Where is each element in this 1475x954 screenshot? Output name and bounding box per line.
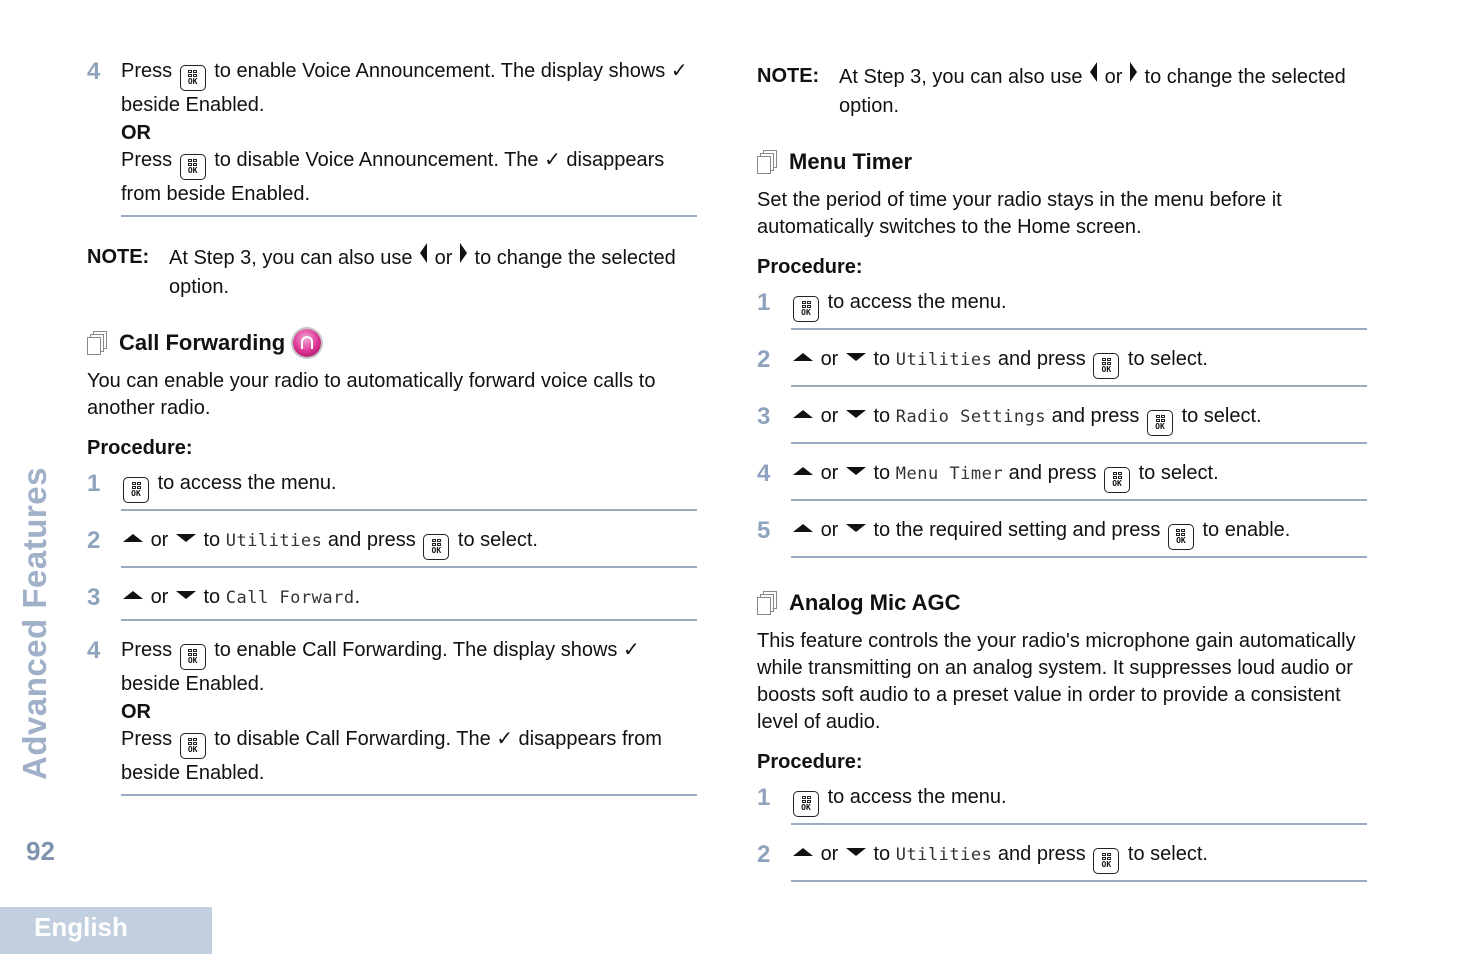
- step-text: to: [203, 586, 221, 608]
- menu-ok-key-icon: [180, 65, 206, 91]
- step-body: [121, 56, 697, 217]
- menu-ok-key-icon: [793, 296, 819, 322]
- step-body: [791, 515, 1367, 558]
- step-text: to access the menu.: [827, 786, 1007, 808]
- menu-timer-step-3: [757, 401, 1367, 458]
- menu-ok-key-icon: [123, 477, 149, 503]
- step-text: to disable Call Forwarding. The ✓ disappears from beside Enabled.: [121, 728, 662, 784]
- step-text: to select.: [1127, 348, 1208, 370]
- or-separator: OR: [121, 701, 151, 723]
- right-arrow-key-icon: [1130, 62, 1137, 82]
- step-number: 1: [87, 470, 101, 497]
- step-text: to access the menu.: [157, 472, 337, 494]
- step-text: or: [820, 405, 839, 427]
- step-number: 3: [757, 403, 771, 430]
- call-forwarding-step-1: [87, 468, 697, 525]
- page-number: 92: [26, 836, 55, 866]
- step-text: to disable Voice Announcement. The ✓ disappears from beside Enabled.: [121, 149, 665, 205]
- step-body: [121, 468, 697, 511]
- call-forwarding-step-3: [87, 582, 697, 635]
- section-title-text: Analog Mic AGC: [789, 590, 961, 615]
- step-text: to select.: [1138, 462, 1219, 484]
- step-number: 2: [87, 527, 101, 554]
- step-text: to: [873, 843, 891, 865]
- step-body: [791, 287, 1367, 330]
- step-text: Press: [121, 149, 173, 171]
- procedure-label: Procedure:: [757, 256, 863, 278]
- ok-key-label: OK: [801, 803, 811, 812]
- ok-key-label: OK: [1176, 536, 1186, 545]
- step-number: 2: [757, 841, 771, 868]
- step-number: 4: [757, 460, 771, 487]
- menu-item-name: Radio Settings: [895, 407, 1047, 427]
- step-text: or: [820, 843, 839, 865]
- dmr-feature-icon: [293, 329, 321, 357]
- note: [757, 62, 1367, 121]
- menu-ok-key-icon: [793, 791, 819, 817]
- menu-timer-step-5: [757, 515, 1367, 588]
- up-arrow-key-icon: [123, 591, 143, 599]
- step-body: [791, 401, 1367, 444]
- section-title-call-forwarding: [87, 328, 697, 358]
- step-body: [791, 782, 1367, 825]
- step-text: to enable Voice Announcement. The display shows ✓ beside Enabled.: [121, 60, 688, 116]
- down-arrow-key-icon: [176, 591, 196, 599]
- step-text: or: [820, 462, 839, 484]
- ok-key-label: OK: [1155, 422, 1165, 431]
- down-arrow-key-icon: [176, 534, 196, 542]
- step-number: 4: [87, 58, 101, 85]
- step-text: to the required setting and press: [873, 519, 1161, 541]
- note-label: NOTE:: [87, 246, 150, 268]
- section-description: This feature controls the your radio's microphone gain automatically while transmitting on an analog system. It suppresses loud audio or boosts soft audio to a preset value in order to provide a consistent level of audio.: [757, 630, 1356, 733]
- note-text: or: [1104, 66, 1123, 88]
- menu-item-name: Utilities: [225, 531, 323, 551]
- note-text: At Step 3, you can also use: [169, 247, 413, 269]
- step-text: Press: [121, 60, 173, 82]
- note-text: At Step 3, you can also use: [839, 66, 1083, 88]
- up-arrow-key-icon: [123, 534, 143, 542]
- step-text: or: [820, 519, 839, 541]
- left-arrow-key-icon: [1090, 62, 1097, 82]
- ok-key-label: OK: [1101, 365, 1112, 374]
- step-text: to select.: [457, 529, 538, 551]
- note-text: or: [434, 247, 453, 269]
- step-body: [791, 839, 1367, 882]
- step-text: and press: [997, 843, 1086, 865]
- ok-key-label: OK: [187, 745, 198, 754]
- down-arrow-key-icon: [846, 524, 866, 532]
- ok-key-label: OK: [187, 656, 198, 665]
- down-arrow-key-icon: [846, 467, 866, 475]
- right-arrow-key-icon: [460, 243, 467, 263]
- procedure-label: Procedure:: [87, 437, 193, 459]
- section-title-analog-mic-agc: [757, 588, 1367, 618]
- document-icon: [87, 331, 109, 355]
- document-icon: [757, 150, 779, 174]
- note-body: [169, 243, 697, 302]
- menu-ok-key-icon: [1093, 353, 1119, 379]
- note-text: to change the selected option.: [169, 247, 676, 298]
- left-arrow-key-icon: [420, 243, 427, 263]
- step-text: to: [873, 462, 891, 484]
- menu-timer-step-1: [757, 287, 1367, 344]
- or-separator: OR: [121, 122, 151, 144]
- step-body: [791, 344, 1367, 387]
- step-text: or: [150, 586, 169, 608]
- up-arrow-key-icon: [793, 353, 813, 361]
- section-title-text: Menu Timer: [789, 149, 913, 174]
- menu-item-name: Menu Timer: [895, 464, 1004, 484]
- step-number: 4: [87, 637, 101, 664]
- step-text: .: [354, 586, 361, 608]
- left-column: [87, 56, 697, 812]
- menu-ok-key-icon: [1147, 410, 1173, 436]
- section-description: You can enable your radio to automatically forward voice calls to another radio.: [87, 370, 656, 419]
- menu-item-name: Utilities: [895, 350, 993, 370]
- section-title-menu-timer: [757, 147, 1367, 177]
- step-text: to access the menu.: [827, 291, 1007, 313]
- section-description: Set the period of time your radio stays in the menu before it automatically switches to the Home screen.: [757, 189, 1282, 238]
- menu-timer-step-4: [757, 458, 1367, 515]
- note-text: to change the selected option.: [839, 66, 1346, 117]
- note-label: NOTE:: [757, 65, 820, 87]
- voice-announcement-step-4: [87, 56, 697, 233]
- menu-ok-key-icon: [1093, 848, 1119, 874]
- step-body: [791, 458, 1367, 501]
- step-text: and press: [1051, 405, 1140, 427]
- up-arrow-key-icon: [793, 410, 813, 418]
- menu-ok-key-icon: [180, 644, 206, 670]
- step-text: and press: [327, 529, 416, 551]
- procedure-label: Procedure:: [757, 751, 863, 773]
- step-text: Press: [121, 639, 173, 661]
- analog-mic-step-1: [757, 782, 1367, 839]
- step-number: 1: [757, 784, 771, 811]
- ok-key-label: OK: [187, 77, 198, 86]
- up-arrow-key-icon: [793, 467, 813, 475]
- note-body: [839, 62, 1367, 121]
- ok-key-label: OK: [1101, 860, 1112, 869]
- step-text: to select.: [1127, 843, 1208, 865]
- step-number: 5: [757, 517, 771, 544]
- language-tab: English: [0, 907, 212, 954]
- call-forwarding-step-2: [87, 525, 697, 582]
- note: [87, 243, 697, 302]
- step-text: Press: [121, 728, 173, 750]
- step-text: to: [873, 348, 891, 370]
- section-title-text: Call Forwarding: [119, 330, 286, 355]
- step-text: and press: [997, 348, 1086, 370]
- down-arrow-key-icon: [846, 848, 866, 856]
- step-body: [121, 582, 697, 621]
- ok-key-label: OK: [131, 489, 141, 498]
- analog-mic-step-2: [757, 839, 1367, 896]
- menu-timer-step-2: [757, 344, 1367, 401]
- up-arrow-key-icon: [793, 848, 813, 856]
- step-number: 1: [757, 289, 771, 316]
- step-text: or: [820, 348, 839, 370]
- down-arrow-key-icon: [846, 353, 866, 361]
- menu-ok-key-icon: [1104, 467, 1130, 493]
- sidebar-section-title: Advanced Features: [16, 467, 53, 780]
- ok-key-label: OK: [1112, 479, 1122, 488]
- step-text: and press: [1008, 462, 1097, 484]
- menu-ok-key-icon: [423, 534, 449, 560]
- step-text: to: [873, 405, 891, 427]
- step-body: [121, 525, 697, 568]
- ok-key-label: OK: [801, 308, 811, 317]
- step-text: to enable.: [1202, 519, 1291, 541]
- step-number: 2: [757, 346, 771, 373]
- step-number: 3: [87, 584, 101, 611]
- step-text: to enable Call Forwarding. The display shows ✓ beside Enabled.: [121, 639, 640, 695]
- step-text: or: [150, 529, 169, 551]
- step-text: to: [203, 529, 221, 551]
- right-column: [757, 56, 1367, 896]
- menu-ok-key-icon: [180, 154, 206, 180]
- call-forwarding-step-4: [87, 635, 697, 812]
- down-arrow-key-icon: [846, 410, 866, 418]
- ok-key-label: OK: [187, 166, 198, 175]
- menu-ok-key-icon: [180, 733, 206, 759]
- step-text: to select.: [1181, 405, 1262, 427]
- up-arrow-key-icon: [793, 524, 813, 532]
- menu-item-name: Call Forward: [225, 588, 355, 608]
- menu-ok-key-icon: [1168, 524, 1194, 550]
- step-body: [121, 635, 697, 796]
- menu-item-name: Utilities: [895, 845, 993, 865]
- ok-key-label: OK: [431, 546, 442, 555]
- document-icon: [757, 591, 779, 615]
